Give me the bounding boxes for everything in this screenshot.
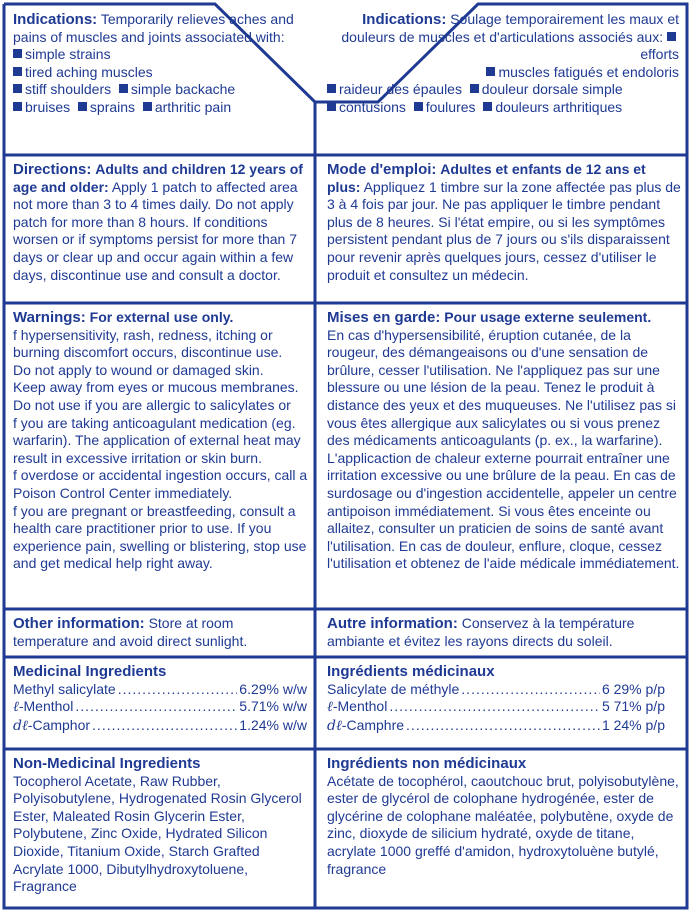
ingredient-row: [13, 681, 307, 699]
ingredient-list: [13, 681, 307, 736]
bullet-icon: [667, 32, 676, 41]
indication-item: efforts: [640, 46, 679, 63]
warnings-fr-lead: Pour usage externe seulement.: [444, 309, 652, 325]
ingredient-row: [327, 717, 665, 736]
indication-item: sprains: [89, 98, 136, 115]
ingredient-name: -Menthol: [18, 698, 74, 715]
warning-line: Do not apply to wound or damaged skin.: [13, 361, 264, 378]
directions-en-heading: Directions:: [13, 161, 92, 178]
warning-line: f you are taking anticoagulant medication (eg. warfarin). The application of external heat may result in excessive irritation or skin burn.: [13, 414, 301, 466]
ingredient-name: -Menthol: [332, 698, 388, 715]
non-medicinal-fr-body: Acétate de tocophérol, caoutchouc brut, polyisobutylène, ester de glycérol de colophane hydrogénée, ester de glycérine de colophane maléatée, polybutène, oxyde de zinc, dioxyde de silicium hydraté, oxyde de titane, acrylate 1000 greffé d'amidon, hydroxytoluène butylé, fragrance: [327, 772, 679, 877]
directions-en: [4, 157, 315, 303]
ingredient-name: Methyl salicylate: [13, 680, 116, 697]
other-info-fr-heading: Autre information:: [327, 615, 458, 632]
non-medicinal-en-body: Tocopherol Acetate, Raw Rubber, Polyisobutylene, Hydrogenated Rosin Glycerol Ester, Maleated Rosin Glycerin Ester, Polybutene, Zinc Oxide, Hydrated Silicon Dioxide, Titanium Oxide, Starch Grafted Acrylate 1000, Dibutylhydroxytoluene, Fragrance: [13, 772, 302, 895]
warnings-fr: [317, 305, 687, 609]
medicinal-en-heading: Medicinal Ingredients: [13, 663, 167, 680]
bullet-icon: [327, 84, 336, 93]
indication-item: contusions: [339, 98, 406, 115]
warnings-fr-heading: Mises en garde:: [327, 309, 441, 326]
medicinal-en: [4, 659, 315, 749]
bullet-icon: [486, 67, 495, 76]
warning-line: Do not use if you are allergic to salicylates or: [13, 396, 291, 413]
indication-item: douleurs arthritiques: [495, 98, 623, 115]
indication-item: bruises: [25, 98, 71, 115]
ingredient-prefix: dℓ: [13, 717, 28, 734]
warning-line: f hypersensitivity, rash, redness, itching or burning discomfort occurs, discontinue use.: [13, 326, 283, 361]
ingredient-amount: 1.24% w/w: [239, 716, 307, 733]
indications-fr: [317, 7, 685, 155]
indication-item: arthritic pain: [154, 98, 232, 115]
ingredient-amount: 5.71% w/w: [239, 698, 307, 715]
other-info-en-body: Store at room temperature and avoid direct sunlight.: [13, 615, 248, 649]
bullet-icon: [470, 84, 479, 93]
warnings-en-lead: For external use only.: [89, 309, 234, 325]
indication-item: stiff shoulders: [25, 81, 112, 98]
indication-item: muscles fatigués et endoloris: [498, 63, 679, 80]
non-medicinal-fr-heading: Ingrédients non médicinaux: [327, 755, 527, 772]
indication-item: douleur dorsale simple: [481, 81, 623, 98]
ingredient-prefix: dℓ: [327, 717, 342, 734]
non-medicinal-en: [4, 751, 315, 906]
ingredient-row: [327, 698, 665, 717]
other-info-en: [4, 611, 315, 657]
ingredient-row: [13, 698, 307, 717]
ingredient-name: -Camphor: [27, 716, 91, 733]
other-info-en-heading: Other information:: [13, 615, 145, 632]
non-medicinal-en-heading: Non-Medicinal Ingredients: [13, 755, 201, 772]
bullet-icon: [13, 49, 22, 58]
ingredient-row: [327, 681, 665, 699]
warnings-en-heading: Warnings:: [13, 309, 86, 326]
ingredient-amount: 6 29% p/p: [601, 680, 665, 697]
warning-line: f you are pregnant or breastfeeding, consult a health care practitioner prior to use. If you experience pain, swelling or blistering, stop use and get medical help right away.: [13, 502, 307, 572]
other-info-fr: [317, 611, 687, 657]
warning-line: f overdose or accidental ingestion occurs, call a Poison Control Center immediately.: [13, 467, 308, 501]
medicinal-fr-heading: Ingrédients médicinaux: [327, 663, 495, 680]
warnings-en: [4, 305, 315, 609]
bullet-icon: [483, 102, 492, 111]
bullet-icon: [119, 84, 128, 93]
indications-en-heading: Indications:: [13, 11, 98, 28]
directions-fr-body: Appliquez 1 timbre sur la zone affectée pas plus de 3 à 4 fois par jour. Ne pas appliquer le timbre pendant plus de 8 heures. Si l'état empire, ou si les symptômes persistent pendant plus de 7 jours ou s'ils disparaissent pour revenir après quelques jours, cessez d'utiliser le produit et consultez un médecin.: [327, 178, 681, 283]
indication-item: tired aching muscles: [25, 63, 153, 80]
ingredient-amount: 1 24% p/p: [601, 716, 665, 733]
indication-item: foulures: [425, 98, 476, 115]
medicinal-fr: [317, 659, 687, 749]
bullet-icon: [78, 102, 87, 111]
bullet-icon: [143, 102, 152, 111]
bullet-icon: [13, 102, 22, 111]
indications-fr-intro: Soulage temporairement les maux et douleurs de muscles et d'articulations associés aux:: [341, 11, 679, 45]
warnings-fr-body: En cas d'hypersensibilité, éruption cutanée, de la rougeur, des démangeaisons ou d'une sensation de brûlure, cesser l'utilisation. Ne l'appliquez pas sur une blessure ou une lésion de la peau. Tenez le produit à distance des yeux et des muqueuses. Ne l'utilisez pas si vous êtes allergique aux salicylates ou si vous prenez des médicaments anticoagulants (p. ex., la warfarine). L'applicaction de chaleur externe pourrait entraîner une irritation excessive ou une brûlure de la peau. En cas de surdosage ou d'ingestion accidentelle, appeler un centre antipoison immédiatement. Si vous êtes enceinte ou allaitez, consulter un praticien de soins de santé avant l'utilisation. En cas de douleur, enflure, cloque, cessez l'utilisation et obtenez de l'aide médicale immédiatement.: [327, 326, 680, 572]
ingredient-prefix: ℓ: [327, 699, 333, 716]
indication-item: simple strains: [25, 46, 111, 63]
indications-fr-heading: Indications:: [362, 11, 447, 28]
indications-en-intro: Temporarily relieves aches and pains of muscles and joints associated with:: [13, 11, 294, 45]
ingredient-prefix: ℓ: [13, 699, 19, 716]
bullet-icon: [414, 102, 423, 111]
ingredient-row: [13, 717, 307, 736]
warning-line: Keep away from eyes or mucous membranes.: [13, 379, 299, 396]
ingredient-list: [327, 681, 665, 736]
ingredient-name: -Camphre: [341, 716, 405, 733]
indication-item: simple backache: [130, 81, 236, 98]
indication-item: raideur des épaules: [339, 81, 462, 98]
directions-fr-lead: Adultes et enfants de 12 ans et plus:: [327, 161, 646, 195]
directions-fr: [317, 157, 687, 303]
non-medicinal-fr: [317, 751, 687, 906]
bullet-icon: [13, 84, 22, 93]
ingredient-amount: 5 71% p/p: [601, 698, 665, 715]
other-info-fr-body: Conservez à la température ambiante et évitez les rayons directs du soleil.: [327, 615, 635, 649]
ingredient-amount: 6.29% w/w: [239, 680, 307, 697]
directions-en-lead: Adults and children 12 years of age and older:: [13, 161, 303, 195]
ingredient-name: Salicylate de méthyle: [327, 680, 460, 697]
directions-en-body: Apply 1 patch to affected area not more than 3 to 4 times daily. Do not apply patch for more than 8 hours. If conditions worsen or if symptoms persist for more than 7 days or clear up and occur again within a few days, discontinue use and consult a doctor.: [13, 178, 298, 283]
indications-en: [4, 7, 304, 155]
directions-fr-heading: Mode d'emploi:: [327, 161, 437, 178]
bullet-icon: [13, 67, 22, 76]
bullet-icon: [327, 102, 336, 111]
